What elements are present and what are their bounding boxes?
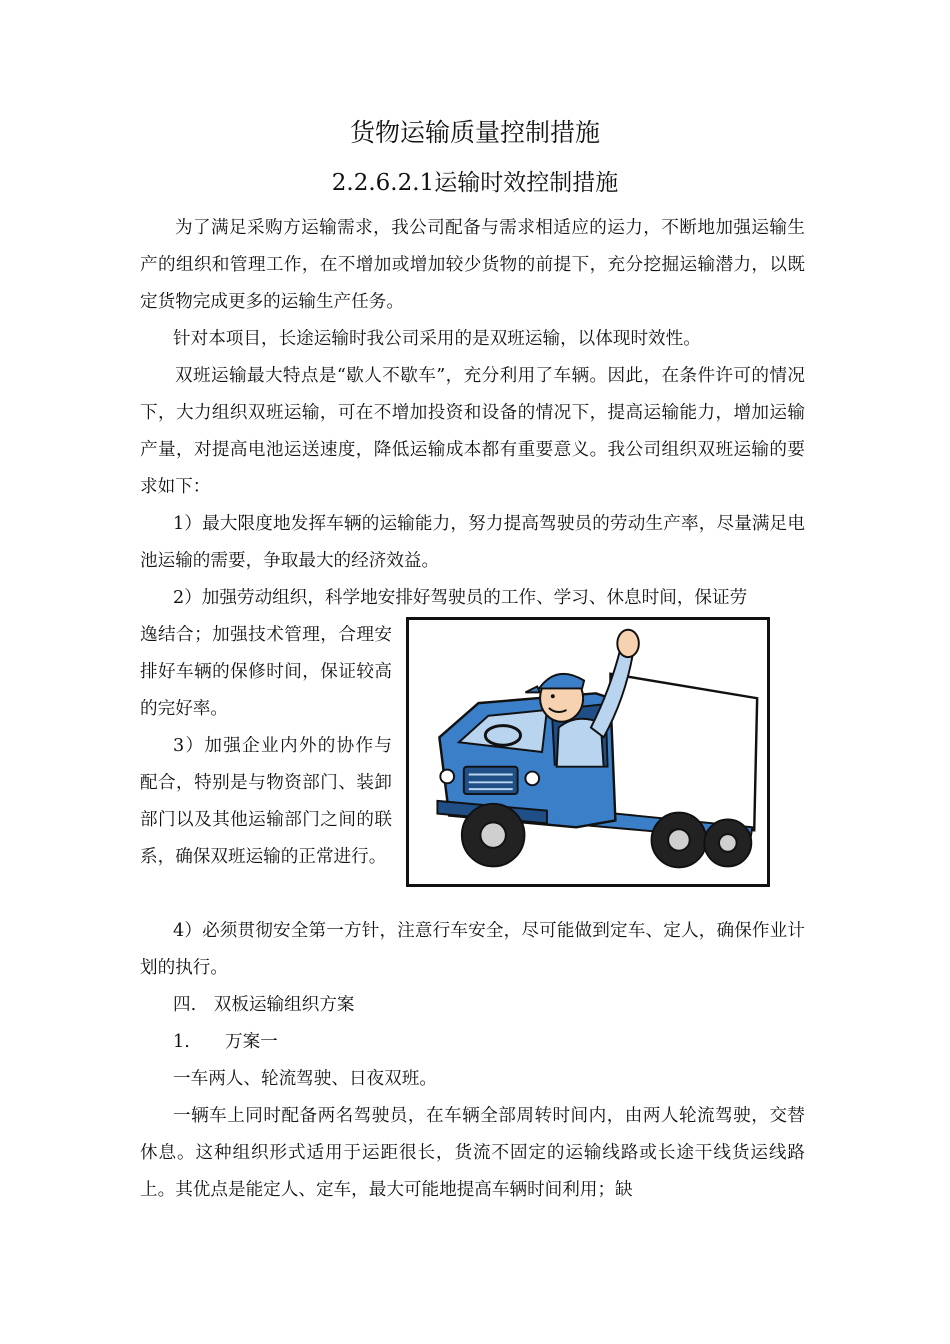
wrapped-text (140, 617, 392, 876)
paragraph: 为了满足采购方运输需求，我公司配备与需求相适应的运力，不断地加强运输生产的组织和管理工作，在不增加或增加较少货物的前提下，充分挖掘运输潜力，以既定货物完成更多的运输生产任务。 (140, 218, 805, 312)
subsection-heading: 1. 万案一 (173, 1032, 278, 1052)
section-heading-numbered: 四. 双板运输组织方案 (173, 995, 355, 1015)
list-item: 1）最大限度地发挥车辆的运输能力，努力提高驾驶员的劳动生产率，尽量满足电池运输的需要，争取最大的经济效益。 (140, 514, 805, 571)
list-item: 2）加强劳动组织，科学地安排好驾驶员的工作、学习、休息时间，保证劳 (173, 588, 748, 608)
paragraph: 一车两人、轮流驾驶、日夜双班。 (173, 1069, 437, 1089)
paragraph: 一辆车上同时配备两名驾驶员，在车辆全部周转时间内，由两人轮流驾驶，交替休息。这种组织形式适用于运距很长，货流不固定的运输线路或长途干线货运线路上。其优点是能定人、定车，最大可能地提高车辆时间利用；缺 (140, 1106, 805, 1200)
document-title: 货物运输质量控制措施 (349, 118, 600, 147)
text-with-figure (140, 617, 805, 913)
list-item: 3）加强企业内外的协作与配合，特别是与物资部门、装卸部门以及其他运输部门之间的联系，确保双班运输的正常进行。 (140, 736, 392, 867)
list-item: 4）必须贯彻安全第一方针，注意行车安全，尽可能做到定车、定人，确保作业计划的执行。 (140, 921, 805, 978)
paragraph: 针对本项目，长途运输时我公司采用的是双班运输，以体现时效性。 (173, 329, 701, 349)
list-item-continuation: 逸结合；加强技术管理，合理安排好车辆的保修时间，保证较高的完好率。 (140, 625, 392, 719)
section-heading: 2.2.6.2.1运输时效控制措施 (331, 170, 619, 196)
truck-icon (409, 620, 767, 884)
truck-driver-illustration (406, 617, 770, 887)
document-body (140, 210, 805, 1209)
paragraph: 双班运输最大特点是“歇人不歇车”，充分利用了车辆。因此，在条件许可的情况下，大力组织双班运输，可在不增加投资和设备的情况下，提高运输能力，增加运输产量，对提高电池运送速度，降低运输成本都有重要意义。我公司组织双班运输的要求如下： (140, 366, 805, 497)
